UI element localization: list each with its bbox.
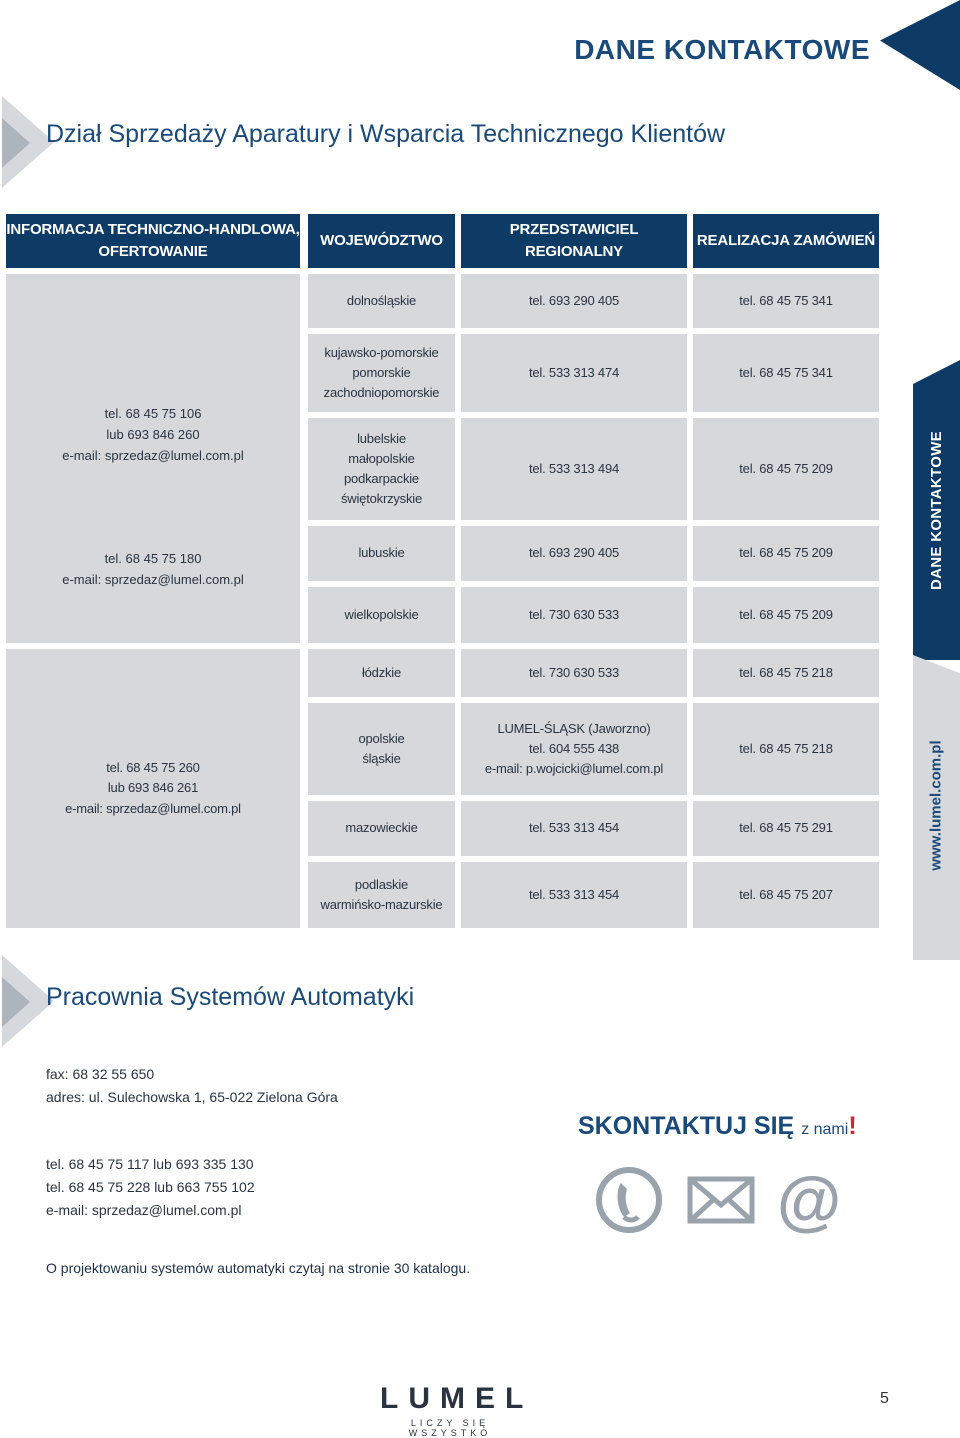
header-orders: REALIZACJA ZAMÓWIEŃ — [693, 214, 879, 268]
region-line: opolskie — [358, 730, 405, 746]
left-contact-3 — [6, 649, 300, 928]
region-line: warmińsko-mazurskie — [320, 897, 443, 912]
contact-cta-bang: ! — [848, 1112, 857, 1140]
mail-icon[interactable] — [686, 1165, 756, 1235]
page-number: 5 — [880, 1390, 889, 1407]
region-line: pomorskie — [352, 364, 411, 380]
contact-line: tel. 68 45 75 180 — [104, 551, 202, 566]
orders-cell: tel. 68 45 75 207 — [693, 862, 879, 928]
lumel-logo — [380, 1382, 534, 1438]
region-cell: wielkopolskie — [308, 587, 455, 643]
section-title-automation: Pracownia Systemów Automatyki — [46, 983, 415, 1011]
region-line: zachodniopomorskie — [323, 385, 440, 401]
side-url-wrap — [913, 665, 960, 945]
contact-line: lub 693 846 260 — [106, 426, 200, 442]
svg-text:@: @ — [776, 1163, 842, 1237]
region-line: kujawsko-pomorskie — [324, 344, 439, 360]
orders-cell: tel. 68 45 75 209 — [693, 418, 879, 520]
header-region: WOJEWÓDZTWO — [308, 214, 455, 268]
side-url-link[interactable]: www.lumel.com.pl — [928, 739, 945, 871]
contact-cta-main: SKONTAKTUJ SIĘ — [578, 1112, 795, 1140]
header-info — [6, 214, 300, 268]
phone-line-1: tel. 68 45 75 117 lub 693 335 130 — [46, 1156, 254, 1172]
footer-note: O projektowaniu systemów automatyki czytaj na stronie 30 katalogu. — [46, 1260, 471, 1276]
contact-cta-title — [578, 1112, 857, 1141]
page-heading: DANE KONTAKTOWE — [574, 34, 870, 65]
contact-line: e-mail: sprzedaz@lumel.com.pl — [65, 800, 241, 816]
rep-cell: tel. 693 290 405 — [461, 526, 687, 581]
region-line: lubelskie — [357, 430, 406, 446]
address-line: adres: ul. Sulechowska 1, 65-022 Zielona Góra — [46, 1089, 338, 1105]
contact-line: tel. 68 45 75 260 — [106, 760, 200, 776]
contact-cta-small: z nami — [801, 1121, 849, 1138]
orders-cell: tel. 68 45 75 209 — [693, 587, 879, 643]
region-cell: lubuskie — [308, 526, 455, 581]
section-title-sales: Dział Sprzedaży Aparatury i Wsparcia Technicznego Klientów — [46, 120, 726, 148]
fax-line: fax: 68 32 55 650 — [46, 1066, 155, 1082]
orders-cell: tel. 68 45 75 341 — [693, 274, 879, 328]
corner-triangle — [880, 0, 960, 90]
header-info-line: INFORMACJA TECHNICZNO-HANDLOWA, — [6, 221, 300, 239]
region-cell: mazowieckie — [308, 801, 455, 856]
contact-line: e-mail: sprzedaz@lumel.com.pl — [62, 447, 244, 463]
email-line: e-mail: sprzedaz@lumel.com.pl — [46, 1202, 242, 1218]
region-cell — [308, 703, 455, 795]
rep-cell: tel. 533 313 454 — [461, 801, 687, 856]
region-cell: łódzkie — [308, 649, 455, 697]
orders-cell: tel. 68 45 75 209 — [693, 526, 879, 581]
rep-cell: tel. 533 313 454 — [461, 862, 687, 928]
header-representative: PRZEDSTAWICIEL REGIONALNY — [461, 214, 687, 268]
rep-cell: tel. 693 290 405 — [461, 274, 687, 328]
contact-line: e-mail: sprzedaz@lumel.com.pl — [62, 571, 244, 587]
region-cell — [308, 334, 455, 412]
left-contact-1 — [6, 404, 300, 466]
region-line: podlaskie — [354, 876, 409, 892]
rep-cell: tel. 730 630 533 — [461, 649, 687, 697]
region-cell — [308, 418, 455, 520]
rep-line: e-mail: p.wojcicki@lumel.com.pl — [484, 761, 664, 777]
rep-cell: tel. 533 313 474 — [461, 334, 687, 412]
logo-tagline: LICZY SIĘ WSZYSTKO — [408, 1418, 492, 1438]
header-info-line: OFERTOWANIE — [98, 243, 208, 260]
phone-icon[interactable] — [594, 1165, 664, 1235]
region-cell — [308, 862, 455, 928]
logo-main: LUMEL — [380, 1382, 534, 1415]
rep-line: LUMEL-ŚLĄSK (Jaworzno) — [497, 720, 651, 736]
orders-cell: tel. 68 45 75 341 — [693, 334, 879, 412]
at-sign-icon[interactable] — [774, 1165, 844, 1235]
rep-cell: tel. 533 313 494 — [461, 418, 687, 520]
left-contact-2 — [6, 549, 300, 591]
rep-line: tel. 604 555 438 — [528, 740, 620, 756]
contact-line: tel. 68 45 75 106 — [104, 406, 202, 421]
phone-line-2: tel. 68 45 75 228 lub 663 755 102 — [46, 1179, 255, 1195]
region-line: podkarpackie — [344, 471, 419, 486]
region-cell: dolnośląskie — [308, 274, 455, 328]
region-line: śląskie — [362, 751, 401, 766]
side-tab-contact-label: DANE KONTAKTOWE — [928, 430, 946, 590]
orders-cell: tel. 68 45 75 218 — [693, 649, 879, 697]
rep-cell — [461, 703, 687, 795]
orders-cell: tel. 68 45 75 218 — [693, 703, 879, 795]
rep-cell: tel. 730 630 533 — [461, 587, 687, 643]
region-line: małopolskie — [348, 450, 415, 466]
region-line: świętokrzyskie — [341, 491, 422, 507]
orders-cell: tel. 68 45 75 291 — [693, 801, 879, 856]
side-tab-contact-label-wrap — [913, 360, 960, 660]
contact-line: lub 693 846 261 — [107, 780, 199, 796]
